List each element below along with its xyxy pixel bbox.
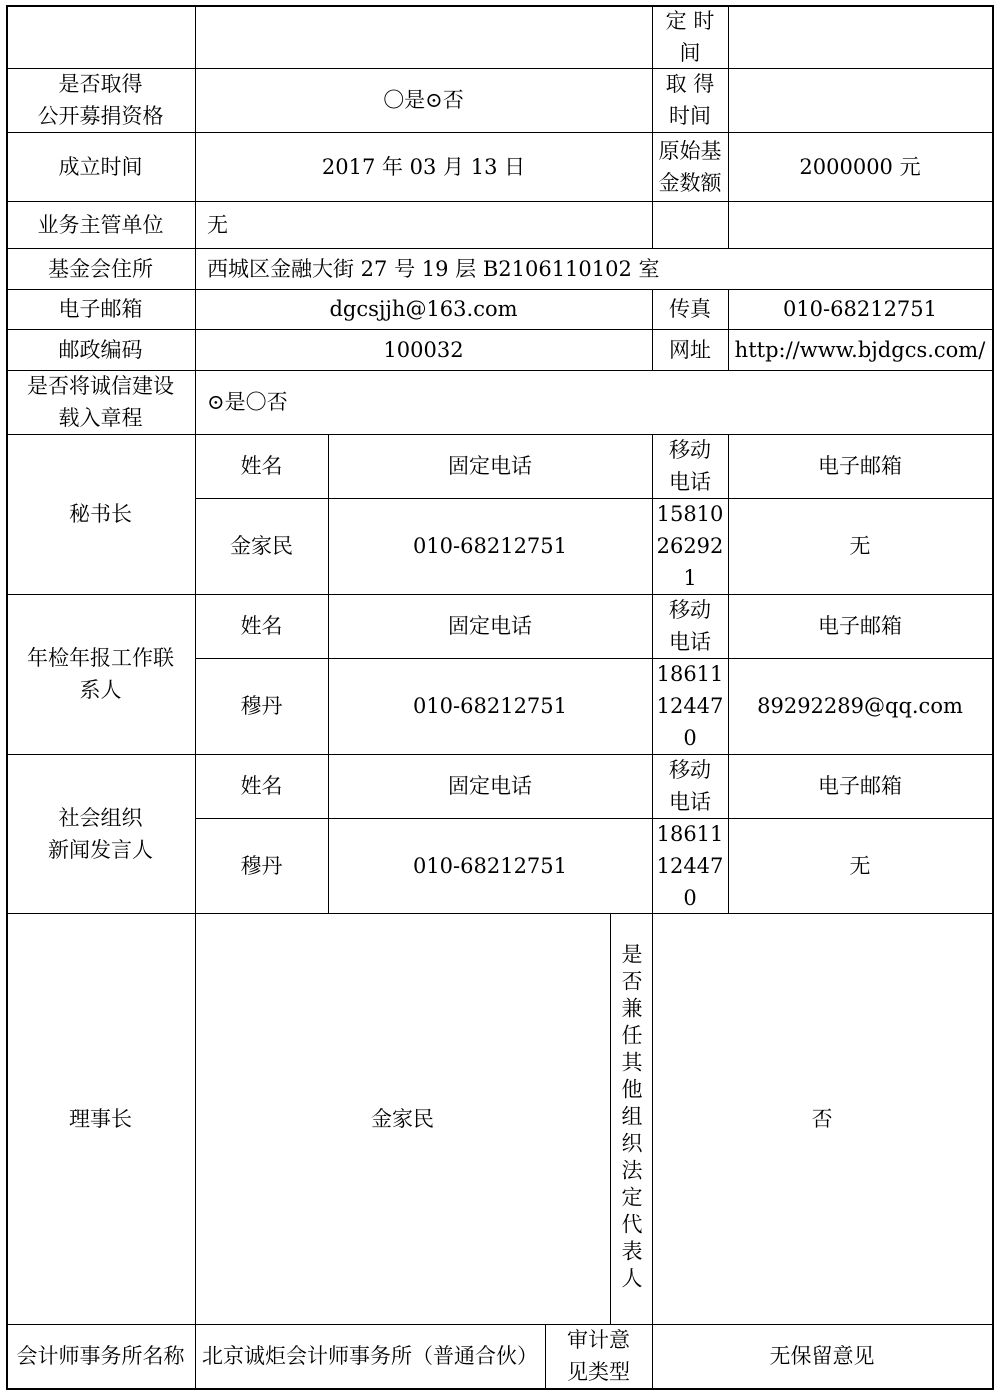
secretary-phone: 010-68212751 [412,534,568,558]
postal-value: 100032 [383,337,464,362]
contact-mobile: 18611 12447 0 [656,662,724,750]
contact-phone: 010-68212751 [412,694,568,718]
spokesperson-label: 社会组织 新闻发言人 [48,805,153,862]
email-value: dgcsjjh@163.com [329,297,518,321]
address-label: 基金会住所 [48,256,153,281]
fund-amount-label: 原始基 金数额 [658,138,722,195]
fundraising-radio: 〇是⊙否 [383,88,464,112]
founded-value: 2017 年 03 月 13 日 [321,154,526,179]
header-mobile: 移动 电话 [669,438,711,494]
border-right [992,5,994,1390]
integrity-label: 是否将诚信建设 载入章程 [27,374,174,430]
contact-name: 穆丹 [240,694,283,718]
header-mobile: 移动 电话 [669,598,711,654]
contact-email: 89292289@qq.com [757,694,963,718]
other-rep-label [610,913,652,1324]
secretary-label: 秘书长 [69,502,132,526]
border-top [6,5,994,7]
fund-amount-value: 2000000 元 [799,154,921,179]
audit-type-label: 审计意 见类型 [567,1328,630,1384]
header-mobile: 移动 电话 [669,758,711,814]
integrity-radio: ⊙是〇否 [207,390,288,414]
supervisor-label: 业务主管单位 [37,212,164,237]
secretary-email: 无 [849,534,871,558]
spokesperson-mobile: 18611 12447 0 [656,821,724,910]
audit-type-value: 无保留意见 [769,1344,875,1368]
fundraising-label: 是否取得 公开募捐资格 [37,72,164,128]
header-phone: 固定电话 [448,614,532,638]
address-value: 西城区金融大街 27 号 19 层 B2106110102 室 [207,256,660,281]
fax-label: 传真 [669,297,711,321]
header-email: 电子邮箱 [818,774,902,798]
border-bottom [6,1388,994,1390]
fundraising-time-label: 取 得 时间 [665,72,715,128]
header-name: 姓名 [240,774,283,798]
header-phone: 固定电话 [448,454,532,478]
spokesperson-email: 无 [849,853,871,878]
fax-value: 010-68212751 [782,297,938,321]
other-rep-value: 否 [811,1106,833,1131]
supervisor-value: 无 [207,212,228,237]
top-row-label: 定 时 间 [665,8,715,65]
founded-label: 成立时间 [58,154,143,179]
contact-label: 年检年报工作联 系人 [27,646,174,702]
email-label: 电子邮箱 [58,297,143,321]
secretary-mobile: 15810 26292 1 [656,502,724,590]
header-name: 姓名 [240,454,283,478]
chairman-label: 理事长 [69,1106,132,1131]
website-value: http://www.bjdgcs.com/ [734,337,986,362]
audit-firm-name: 北京诚炬会计师事务所（普通合伙） [202,1344,538,1368]
audit-firm-label: 会计师事务所名称 [16,1344,185,1368]
website-label: 网址 [669,337,711,362]
other-rep-label-text: 是否兼任其他组织法定代表人 [619,943,643,1294]
spokesperson-phone: 010-68212751 [412,853,568,878]
spokesperson-name: 穆丹 [240,853,283,878]
secretary-name: 金家民 [230,534,293,558]
header-email: 电子邮箱 [818,454,902,478]
postal-label: 邮政编码 [58,337,143,362]
header-name: 姓名 [240,614,283,638]
chairman-name: 金家民 [371,1106,434,1131]
header-email: 电子邮箱 [818,614,902,638]
header-phone: 固定电话 [448,774,532,798]
